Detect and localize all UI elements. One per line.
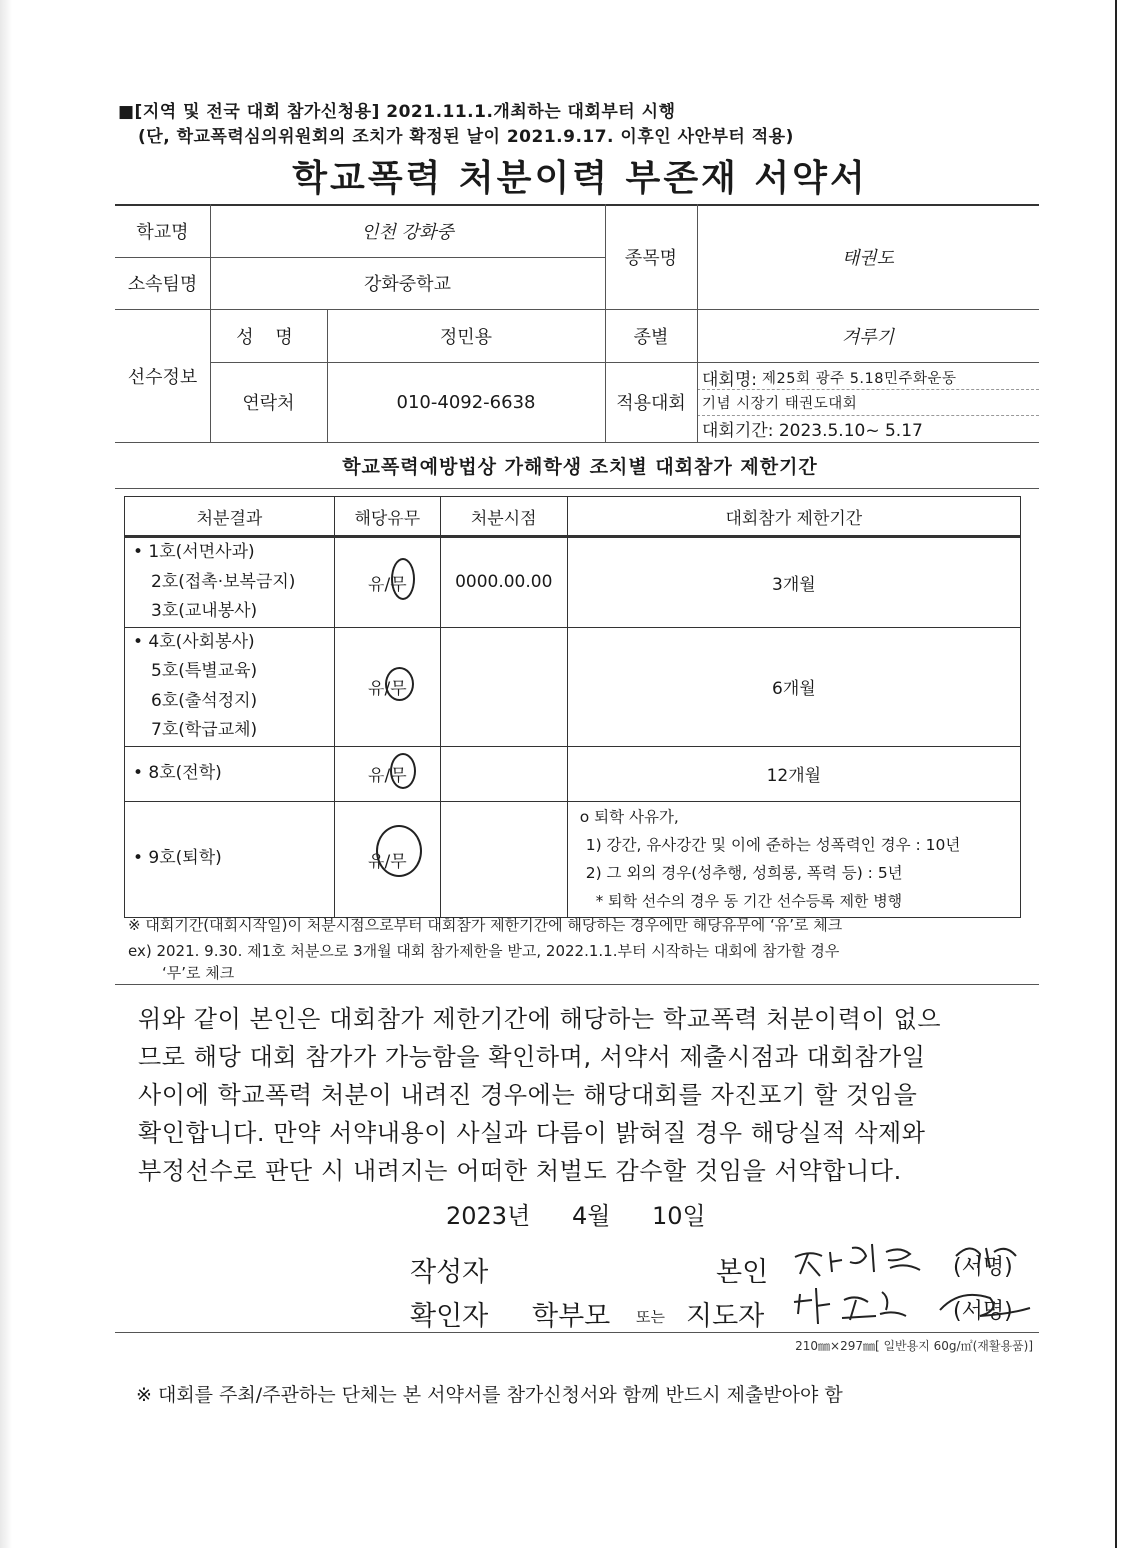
- row2-check-mark: [385, 667, 414, 701]
- paper-spec: 210㎜×297㎜[ 일반용지 60g/㎡(재활용품)]: [795, 1339, 1033, 1353]
- footnote-2: ex) 2021. 9.30. 제1호 처분으로 3개월 대회 참가제한을 받고, 2022.1.1.부터 시작하는 대회에 참가할 경우: [128, 942, 840, 960]
- table-row: [125, 746, 1021, 801]
- contact-value: 010-4092-6638: [396, 391, 536, 413]
- footnote-bottom-line: [115, 984, 1039, 985]
- restriction-table: [124, 496, 1021, 918]
- coach-sign-mark: (서명): [953, 1299, 1013, 1324]
- row4-date: [440, 801, 567, 917]
- row3-applicable: [334, 746, 440, 801]
- row4-check-mark: [376, 825, 422, 877]
- competition-period: 대회기간: 2023.5.10~ 5.17: [702, 421, 923, 441]
- parent-label: 학부모: [532, 1301, 611, 1332]
- row2-date: [440, 627, 567, 746]
- table-row: [125, 537, 1021, 628]
- school-label: 학교명: [136, 221, 189, 243]
- footnote-1: ※ 대회기간(대회시작일)이 처분시점으로부터 대회참가 제한기간에 해당하는 경우에만 해당유무에 ‘유’로 체크: [128, 916, 843, 934]
- notice-line-1: ■[지역 및 전국 대회 참가신청용] 2021.11.1.개최하는 대회부터 시행: [118, 102, 676, 122]
- competition-name-value: 제25회 광주 5.18민주화운동: [762, 370, 957, 387]
- student-sign-overlay: [950, 1238, 1040, 1278]
- pledge-line: 사이에 학교폭력 처분이 내려진 경우에는 해당대회를 자진포기 할 것임을: [138, 1081, 918, 1109]
- row1-yn-text: 유/무: [368, 574, 407, 595]
- pledge-line: 므로 해당 대회 참가가 가능함을 확인하며, 서약서 제출시점과 대회참가일: [138, 1043, 926, 1071]
- event-label: 종목명: [624, 247, 678, 269]
- row3-date: [440, 746, 567, 801]
- competition-name-value-2: 기념 시장기 태권도대회: [702, 396, 858, 412]
- row2-applicable: [334, 627, 440, 746]
- competition-name-label: 대회명:: [702, 369, 757, 390]
- header-date: 처분시점: [440, 497, 567, 537]
- header-period: 대회참가 제한기간: [567, 497, 1020, 537]
- team-label: 소속팀명: [127, 274, 198, 295]
- restriction-title: 학교폭력예방법상 가해학생 조치별 대회참가 제한기간: [342, 456, 818, 478]
- self-label: 본인: [716, 1257, 769, 1288]
- row3-yn-text: 유/무: [368, 766, 407, 786]
- pledge-text: [138, 1000, 1038, 1190]
- row2-result: • 4호(사회봉사) 5호(특별교육) 6호(출석정지) 7호(학급교체): [125, 627, 335, 746]
- header-applicable: 해당유무: [334, 497, 440, 537]
- confirmer-label: 확인자: [410, 1301, 489, 1332]
- row3-period: 12개월: [567, 746, 1020, 801]
- category-label: 종별: [633, 326, 669, 348]
- info-bottom-border: [115, 442, 1039, 443]
- coach-handwritten-signature: [790, 1280, 1050, 1340]
- notice-line-2: (단, 학교폭력심의위원회의 조치가 확정된 날이 2021.9.17. 이후인 사안부터 적용): [138, 127, 794, 147]
- footnote-3: ‘무’로 체크: [162, 964, 235, 982]
- pledge-line: 부정선수로 판단 시 내려지는 어떠한 처벌도 감수할 것임을 서약합니다.: [138, 1157, 902, 1185]
- document-title: 학교폭력 처분이력 부존재 서약서: [292, 158, 868, 199]
- date-month: 4월: [572, 1202, 611, 1230]
- row1-date: 0000.00.00: [440, 537, 567, 628]
- row2-yn-text: 유/무: [368, 679, 407, 699]
- subtitle-bottom-line: [115, 488, 1039, 489]
- competition-label: 적용대회: [616, 393, 686, 414]
- row2-period: 6개월: [567, 627, 1020, 746]
- or-label: 또는: [636, 1308, 665, 1326]
- school-value: 인천 강화중: [361, 221, 454, 243]
- row3-check-mark: [390, 753, 416, 789]
- table-row: [125, 801, 1021, 917]
- row1-period: 3개월: [567, 537, 1020, 628]
- date-day: 10일: [652, 1202, 706, 1230]
- name-value: 정민용: [439, 326, 493, 348]
- name-label: 성 명: [236, 326, 301, 348]
- row3-result: • 8호(전학): [125, 746, 335, 801]
- player-info-label: 선수정보: [127, 366, 198, 388]
- category-value: 겨루기: [841, 326, 895, 348]
- table-row: [125, 627, 1021, 746]
- signature-bottom-line: [115, 1332, 1039, 1333]
- row4-applicable: [334, 801, 440, 917]
- row4-period: o 퇴학 사유가, 1) 강간, 유사강간 및 이에 준하는 성폭력인 경우 : 10년 2) 그 외의 경우(성추행, 성희롱, 폭력 등) : 5년 * 퇴학 선수의 경우 동 기간 선수등록 제한 병행: [567, 801, 1020, 917]
- writer-label: 작성자: [410, 1257, 489, 1288]
- header-result: 처분결과: [125, 497, 335, 537]
- self-sign-mark: (서명): [953, 1255, 1013, 1280]
- event-value: 태권도: [841, 247, 895, 269]
- row4-result: • 9호(퇴학): [125, 801, 335, 917]
- team-value: 강화중학교: [364, 274, 451, 295]
- coach-label: 지도자: [686, 1301, 765, 1332]
- row1-check-mark: [391, 558, 415, 600]
- pledge-line: 위와 같이 본인은 대회참가 제한기간에 해당하는 학교폭력 처분이력이 없으: [138, 1005, 942, 1033]
- final-note: ※ 대회를 주최/주관하는 단체는 본 서약서를 참가신청서와 함께 반드시 제출받아야 함: [136, 1384, 843, 1406]
- row1-applicable: [334, 537, 440, 628]
- competition-name-row: [702, 364, 1037, 390]
- page-edge: [1115, 0, 1117, 1548]
- row1-result: • 1호(서면사과) 2호(접촉·보복금지) 3호(교내봉사): [125, 537, 335, 628]
- date-year: 2023년: [446, 1202, 531, 1230]
- contact-label: 연락처: [242, 393, 295, 414]
- page-shadow: [0, 0, 12, 1548]
- pledge-line: 확인합니다. 만약 서약내용이 사실과 다름이 밝혀질 경우 해당실적 삭제와: [138, 1119, 926, 1147]
- row4-yn-text: 유/무: [368, 851, 407, 872]
